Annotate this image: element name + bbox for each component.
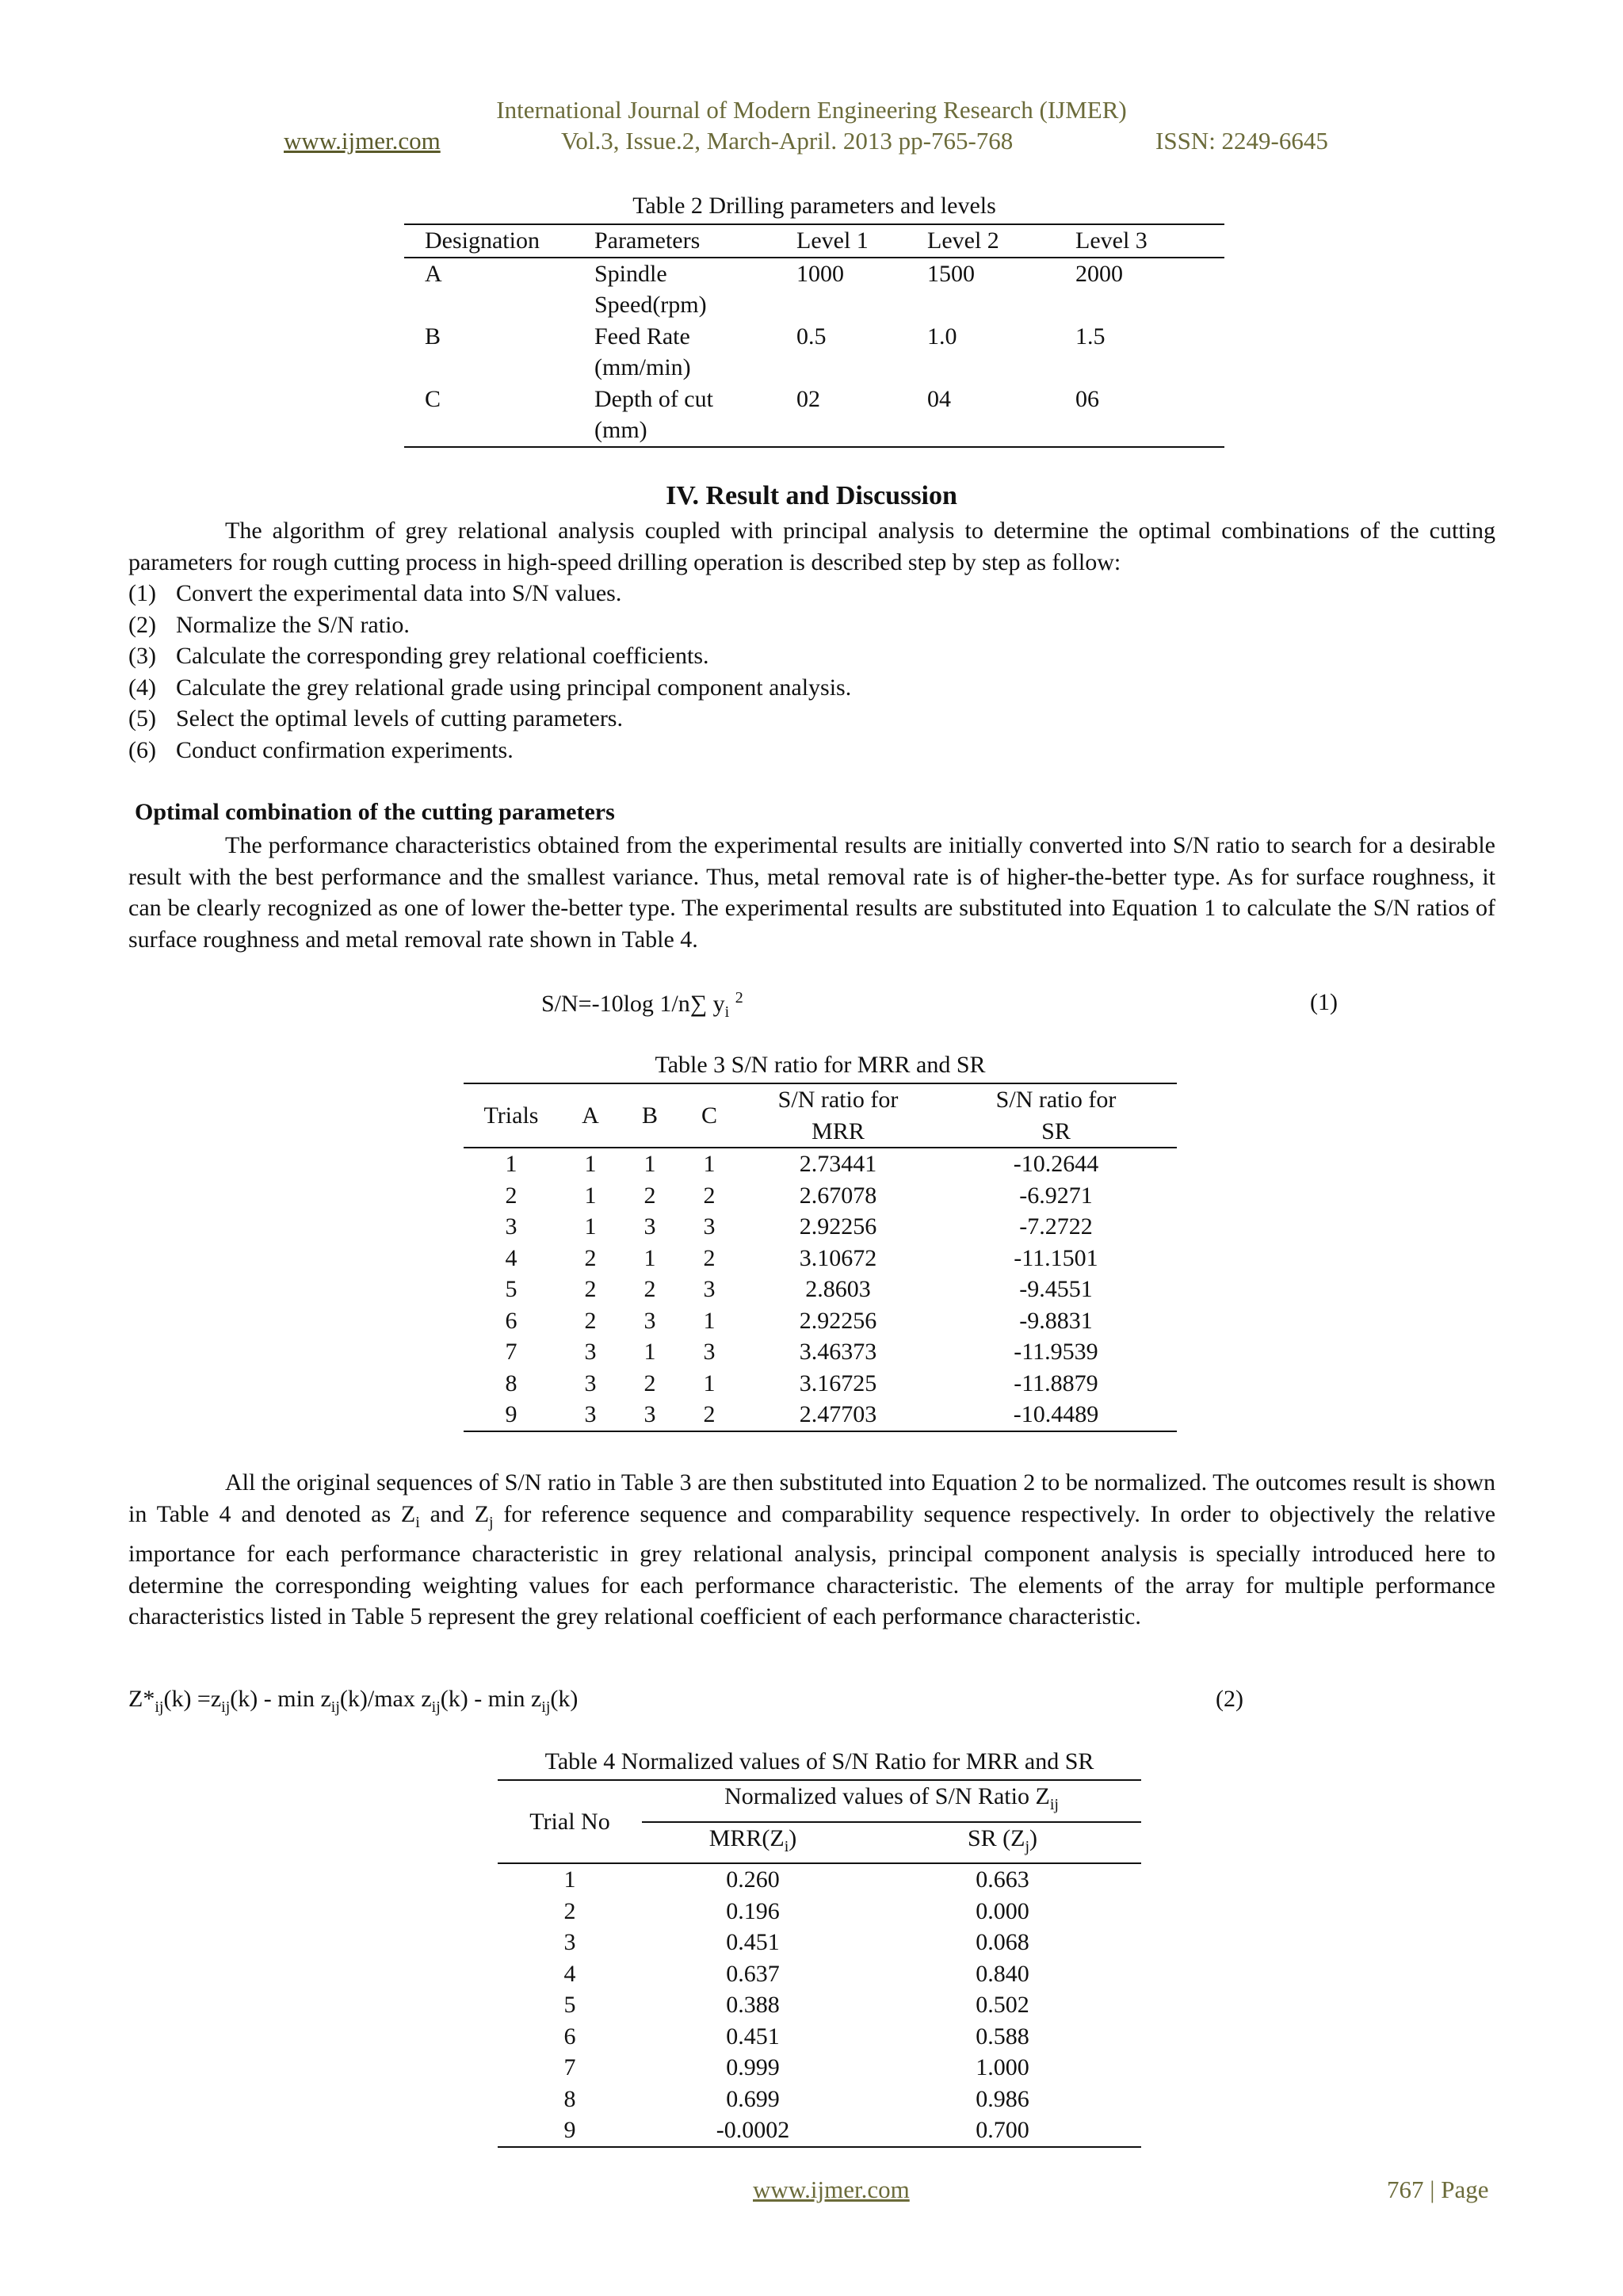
- table3-header-row: [464, 1083, 1177, 1148]
- table2-parameter: Depth of cut (mm): [594, 385, 713, 443]
- table-row: 2 1 2 2 2.67078 -6.9271: [505, 1182, 1093, 1209]
- list-item: (5) Select the optimal levels of cutting parameters.: [128, 705, 623, 732]
- table4-header-mrr: $MRR(Z_i)$: [708, 1824, 797, 1855]
- table2-parameter: Spindle Speed(rpm): [594, 260, 707, 318]
- table2-header-level2: Level 2: [927, 227, 999, 254]
- table-row: 3 0.451 0.068: [563, 1929, 1029, 1955]
- optimal-combination-paragraph: The performance characteristics obtained from the experimental results are initially converted into S/N ratio to search for a desirable result with the best performance and the smallest variance. Thus, metal removal rate is of higher-the-better type. As for surface roughness, it can be clearly recognized as one of lower the-better type. The experimental results are substituted into Equation 1 to calculate the S/N ratios of surface roughness and metal removal rate shown in Table 4.: [128, 832, 1495, 953]
- table-row: [404, 258, 1224, 321]
- table4-header-group: Normalized values of S/N Ratio $Z_{ij}$: [642, 1780, 1141, 1822]
- table-row: 5 0.388 0.502: [563, 1992, 1029, 2018]
- table-row: 1 1 1 1 2.73441 -10.2644: [505, 1151, 1099, 1177]
- table4: [498, 1779, 1141, 2148]
- list-item: (4) Calculate the grey relational grade using principal component analysis.: [128, 674, 852, 701]
- table4-header-row: [498, 1780, 1141, 1822]
- table-row: 7 0.999 1.000: [563, 2054, 1029, 2080]
- table-row: 4 2 1 2 3.10672 -11.1501: [505, 1244, 1098, 1271]
- page-number: 767 | Page: [1387, 2176, 1489, 2203]
- table4-header-sr: SR $(Z_j)$: [967, 1824, 1038, 1855]
- table2-designation: C: [425, 385, 441, 412]
- table-row: 7 3 1 3 3.46373 -11.9539: [505, 1339, 1098, 1365]
- table2-level1: 0.5: [796, 323, 827, 350]
- table-row: 9 -0.0002 0.700: [498, 2115, 1141, 2147]
- table3-header-b: B: [641, 1102, 658, 1129]
- table-row: 3 1 3 3 2.92256 -7.2722: [505, 1213, 1093, 1240]
- normalization-paragraph: All the original sequences of S/N ratio in Table 3 are then substituted into Equation 2 to be normalized. The outcomes result is shown in Table 4 and denoted as $Z_i$ and $Z_j$ for reference sequence and comparability sequence respectively. In order to objectively the relative importance for each performance characteristic in grey relational analysis, principal component analysis is specially introduced here to determine the corresponding weighting values for each performance characteristic. The elements of the array for multiple performance characteristics listed in Table 5 represent the grey relational coefficient of each performance characteristic.: [128, 1469, 1496, 1629]
- journal-title: International Journal of Modern Engineering Research (IJMER): [496, 96, 1127, 124]
- table3-header-a: A: [582, 1102, 599, 1129]
- footer-website-link[interactable]: www.ijmer.com: [753, 2176, 910, 2203]
- table-row: 5 2 2 3 2.8603 -9.4551: [505, 1276, 1093, 1302]
- table2-header-designation: Designation: [425, 227, 540, 254]
- equation-1: S/N=-10log 1/n∑ $y_i$ $^2$: [541, 989, 743, 1021]
- table-row: 9 3 3 2 2.47703 -10.4489: [464, 1399, 1177, 1431]
- table-row: 8 3 2 1 3.16725 -11.8879: [505, 1370, 1098, 1396]
- table3-header-sr: S/N ratio for SR: [995, 1087, 1117, 1144]
- table4-header-trial: Trial No: [529, 1808, 610, 1835]
- table2-header-row: [404, 224, 1224, 258]
- table3-header-trials: Trials: [483, 1102, 539, 1129]
- table2-level2: 1.0: [927, 323, 957, 350]
- journal-meta-line: [284, 127, 1354, 159]
- table4-caption: Table 4 Normalized values of S/N Ratio for MRR and SR: [544, 1748, 1094, 1775]
- table3-header-mrr: S/N ratio for MRR: [777, 1087, 899, 1144]
- table-row: 8 0.699 0.986: [563, 2085, 1029, 2112]
- table2-designation: B: [425, 323, 441, 350]
- table3: [464, 1083, 1177, 1432]
- table2-level1: 02: [796, 385, 820, 412]
- table2-level2: 1500: [927, 260, 975, 287]
- equation-2-number: (2): [1216, 1686, 1243, 1712]
- journal-website-link[interactable]: www.ijmer.com: [284, 127, 441, 155]
- table-row: 2 0.196 0.000: [563, 1897, 1029, 1924]
- section-heading: IV. Result and Discussion: [666, 481, 957, 510]
- table2-header-parameters: Parameters: [594, 227, 701, 254]
- table-row: 1 0.260 0.663: [563, 1866, 1029, 1893]
- table2-designation: A: [425, 260, 442, 287]
- table-row: 6 2 3 1 2.92256 -9.8831: [505, 1307, 1093, 1334]
- journal-issn: ISSN: 2249-6645: [1155, 127, 1328, 155]
- table-row: [404, 384, 1224, 447]
- table2-level3: 1.5: [1075, 323, 1106, 350]
- list-item: (6) Conduct confirmation experiments.: [128, 736, 514, 763]
- list-item: (3) Calculate the corresponding grey relational coefficients.: [128, 643, 709, 669]
- table2-level1: 1000: [796, 260, 844, 287]
- subsection-heading: Optimal combination of the cutting parameters: [135, 799, 615, 825]
- section-intro-paragraph: The algorithm of grey relational analysis coupled with principal analysis to determine the optimal combinations of the cutting parameters for rough cutting process in high-speed drilling operation is described step by step as follow:: [128, 518, 1495, 575]
- equation-2: $Z*_{ij}(k) =z_{ij}(k) - \min z_{ij}(k)/\max$ $z_{ij}(k)$ - $\min z_{ij}(k)$: [128, 1686, 579, 1716]
- list-item: (2) Normalize the S/N ratio.: [128, 611, 410, 638]
- table3-header-c: C: [701, 1102, 717, 1129]
- table2-caption: Table 2 Drilling parameters and levels: [632, 193, 996, 219]
- table2-level3: 06: [1075, 385, 1099, 412]
- table2: [404, 223, 1224, 448]
- table2-header-level1: Level 1: [796, 227, 869, 254]
- list-item: (1) Convert the experimental data into S/N values.: [128, 580, 622, 606]
- journal-volume: Vol.3, Issue.2, March-April. 2013 pp-765-768: [561, 127, 1014, 155]
- steps-list: [128, 578, 1495, 766]
- table-row: 6 0.451 0.588: [563, 2023, 1029, 2050]
- table-row: [404, 321, 1224, 384]
- table3-caption: Table 3 S/N ratio for MRR and SR: [655, 1052, 986, 1078]
- table2-header-level3: Level 3: [1075, 227, 1148, 254]
- table2-level2: 04: [927, 385, 951, 412]
- table2-level3: 2000: [1075, 260, 1123, 287]
- table-row: 4 0.637 0.840: [563, 1960, 1029, 1987]
- table2-parameter: Feed Rate (mm/min): [594, 323, 691, 380]
- equation-1-number: (1): [1310, 989, 1338, 1015]
